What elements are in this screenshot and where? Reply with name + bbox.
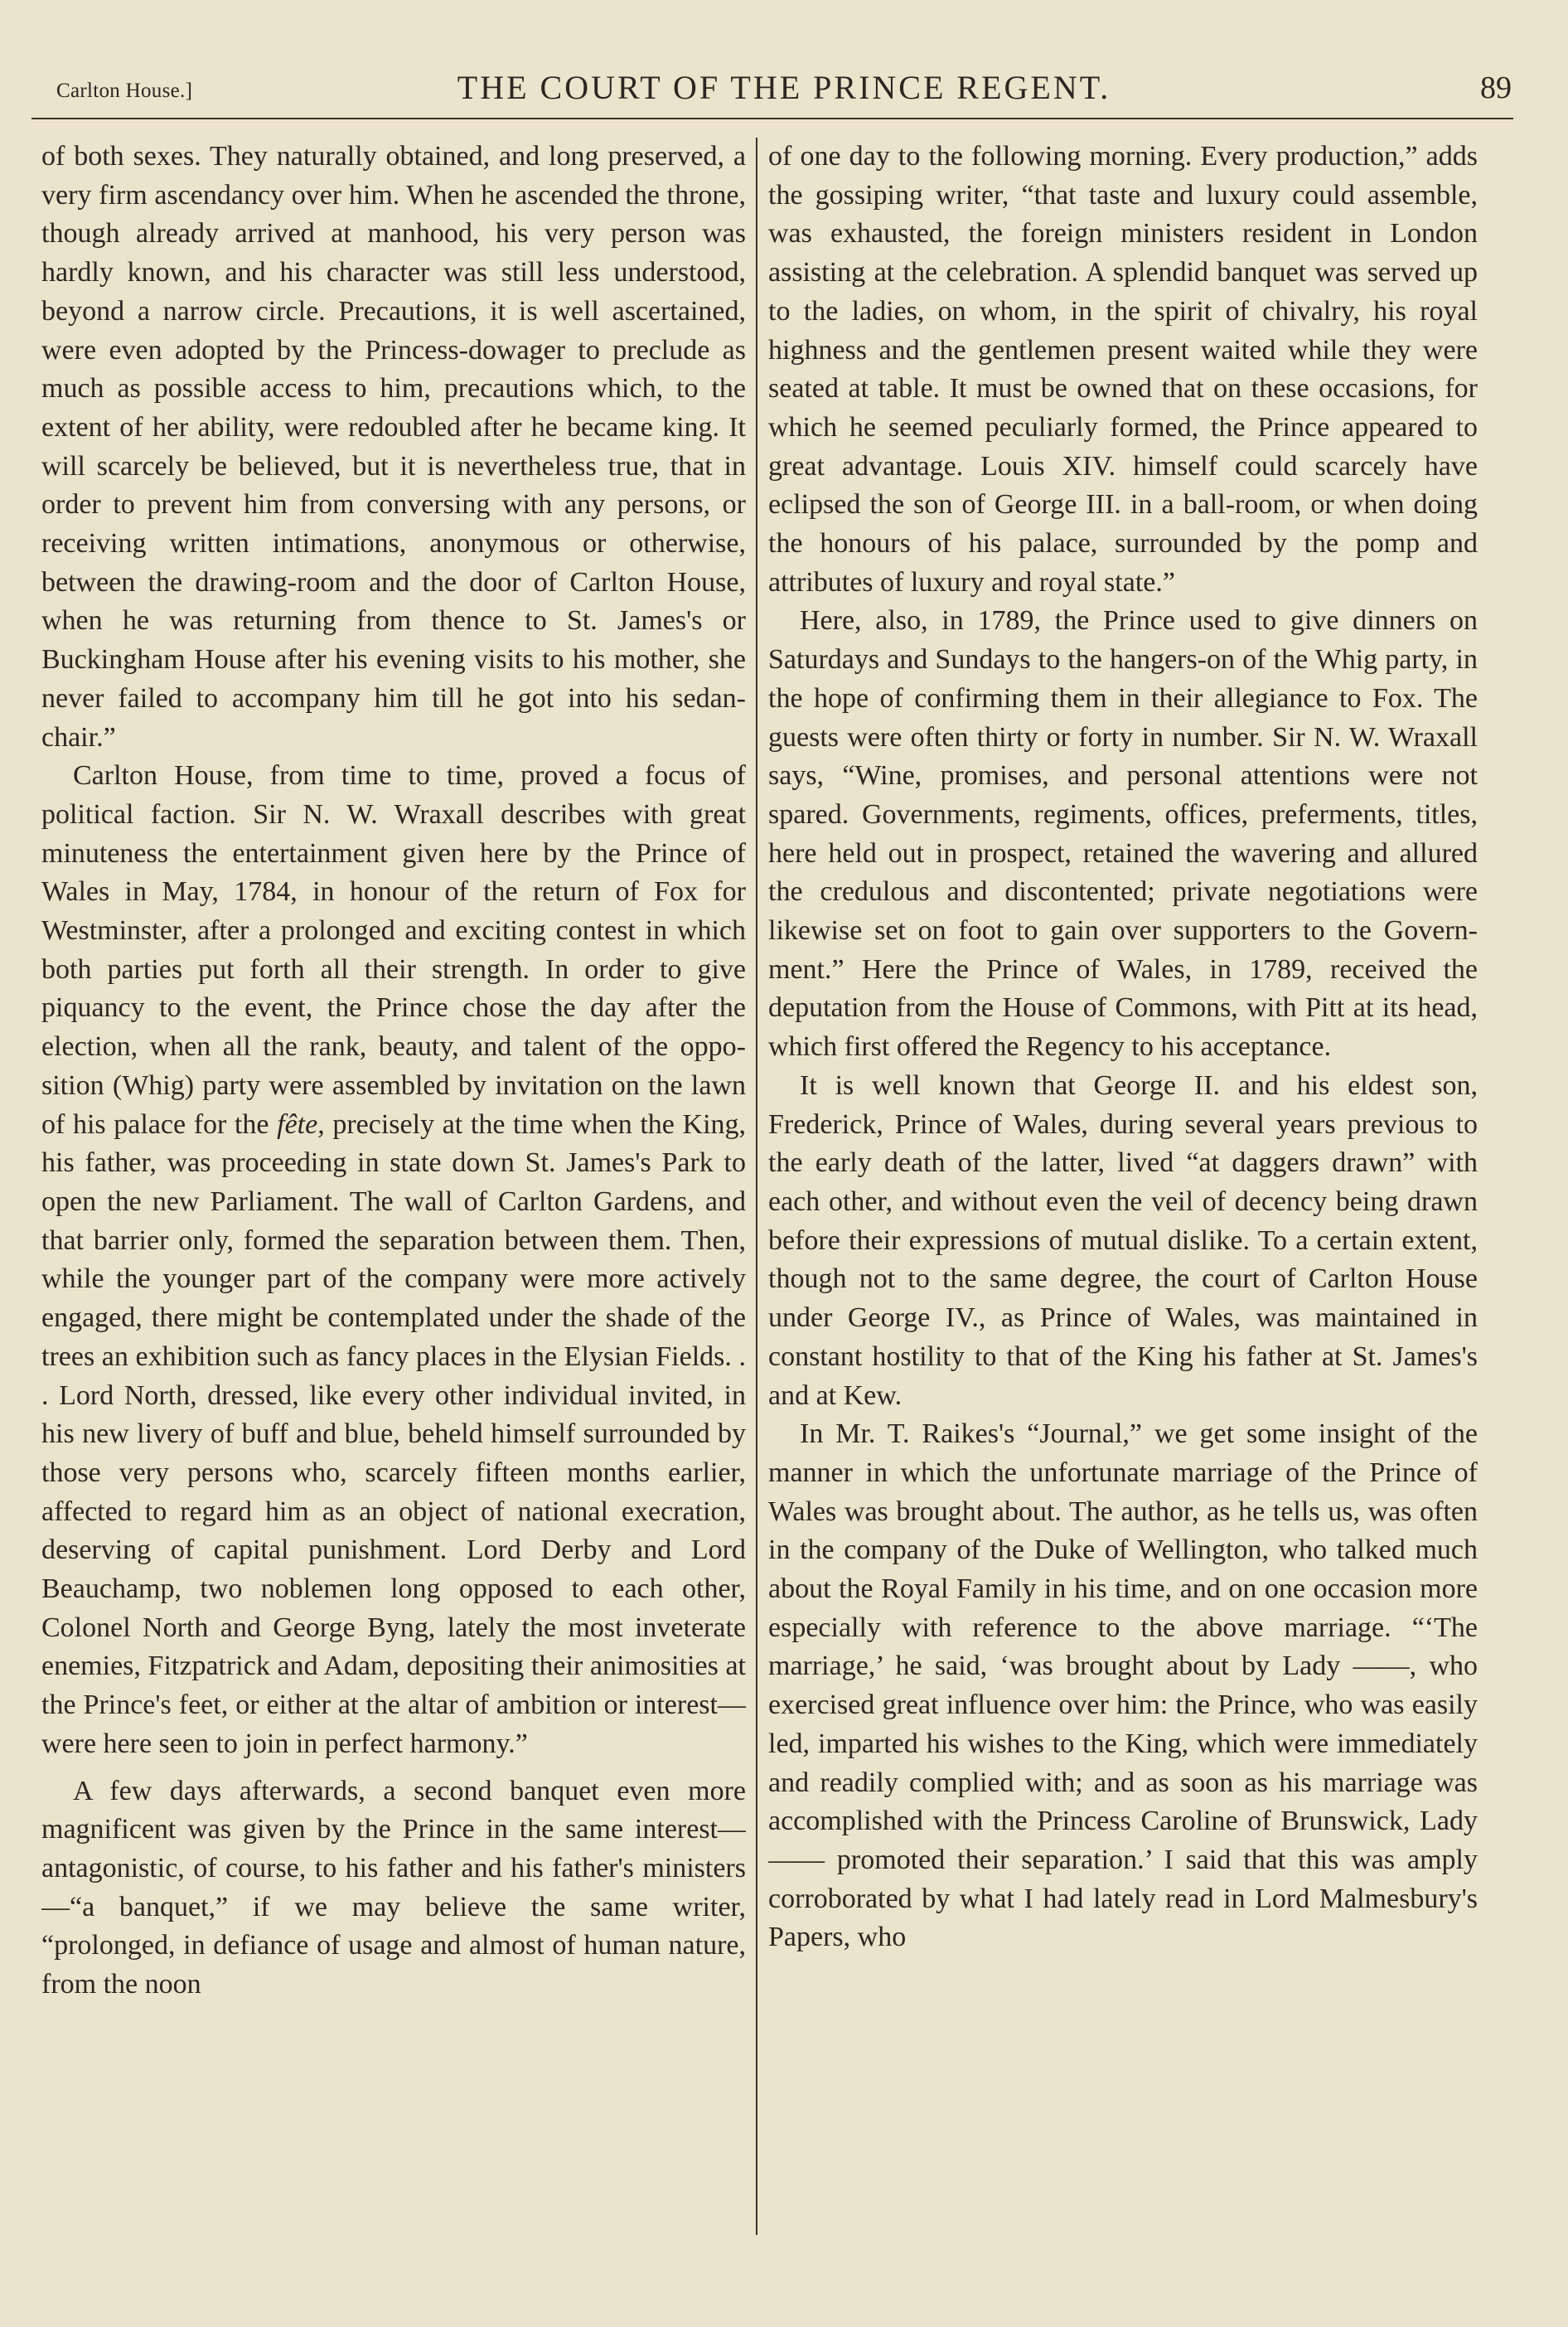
paragraph: Here, also, in 1789, the Prince used to give dinners on Saturdays and Sundays to the hangers-on of the Whig party, in the hope of confirming them in their allegiance to Fox. The guests were often thirty or forty in number. Sir N. W. Wraxall says, “Wine, promises, and personal attentions were not spared. Governments, regiments, offices, preferments, titles, here held out in prospect, retained the wavering and allured the credulous and discontented; private negotiations were likewise set on foot to gain over supporters to the Government.” Here the Prince of Wales, in 1789, received the deputation from the House of Commons, with Pitt at its head, which first offered the Regency to his acceptance. [768, 605, 1478, 1063]
column-right [768, 138, 1478, 2252]
paragraph: It is well known that George II. and his eldest son, Frederick, Prince of Wales, during several years previous to the early death of the latter, lived “at daggers drawn” with each other, and without even the veil of decency being drawn before their expressions of mutual dislike. To a certain extent, though not to the same degree, the court of Carlton House under George IV., as Prince of Wales, was maintained in constant hostility to that of the King his father at St. James's and at Kew. [768, 1069, 1478, 1411]
paragraph-text: precisely at the time when the King, his father, was proceeding in state down St. James's Park to open the new Parliament. The wall of Carlton Gardens, and that barrier only, formed the separation between them. Then, while the younger part of the company were more actively engaged, there might be contemplated under the shade of the trees an exhibition such as fancy places in the Elysian Fields. . . Lord North, dressed, like every other individual invited, in his new livery of buff and blue, beheld himself surrounded by those very persons who, scarcely fifteen months earlier, affected to regard him as an object of national execration, deserving of capital punishment. Lord Derby and Lord Beauchamp, two noblemen long opposed to each other, Colonel North and George Byng, lately the most inveterate enemies, Fitzpatrick and Adam, depositing their animosities at the Prince's feet, or either at the altar of ambition or interest—were here seen to join in perfect harmony.” [41, 1108, 746, 1759]
paragraph-text: Carlton House, from time to time, proved a focus of political faction. Sir N. W. Wraxall describes with great minuteness the entertainment given here by the Prince of Wales in May, 1784, in honour of the return of Fox for Westminster, after a prolonged and exciting contest in which both parties put forth all their strength. In order to give piquancy to the event, the Prince chose the day after the election, when all the rank, beauty, and talent of the opposition (Whig) party were assembled by invitation on the lawn of his palace for the [41, 760, 746, 1140]
paragraph: of both sexes. They naturally obtained, and long preserved, a very firm ascendancy over him. When he ascended the throne, though already arrived at manhood, his very person was hardly known, and his character was still less understood, beyond a narrow circle. Precautions, it is well ascertained, were even adopted by the Princess-dowager to preclude as much as possible access to him, precautions which, to the extent of her ability, were redoubled after he became king. It will scarcely be believed, but it is nevertheless true, that in order to prevent him from conversing with any persons, or receiving written intimations, anonymous or otherwise, between the drawing-room and the door of Carlton House, when he was returning from thence to St. James's or Buckingham House after his evening visits to his mother, she never failed to accompany him till he got into his sedan-chair.” [41, 141, 746, 753]
paragraph [41, 757, 746, 1763]
running-header [50, 68, 1518, 118]
paragraph: of one day to the following morning. Every production,” adds the gossiping writer, “that taste and luxury could assemble, was exhausted, the foreign ministers resident in London assisting at the celebration. A splendid banquet was served up to the ladies, on whom, in the spirit of chivalry, his royal highness and the gentlemen present waited while they were seated at table. It must be owned that on these occasions, for which he seemed peculiarly formed, the Prince appeared to great advantage. Louis XIV. himself could scarcely have eclipsed the son of George III. in a ball-room, or when doing the honours of his palace, surrounded by the pomp and attributes of luxury and royal state.” [768, 141, 1478, 598]
column-divider [756, 138, 757, 2235]
page-number: 89 [1480, 70, 1512, 105]
section-label: Carlton House.] [56, 80, 193, 102]
column-left [41, 138, 746, 2252]
header-rule [31, 118, 1513, 119]
italic-word: fête, [277, 1108, 325, 1140]
page-title: THE COURT OF THE PRINCE REGENT. [457, 69, 1111, 106]
paragraph: A few days afterwards, a second banquet even more magnificent was given by the Prince in the same interest—antagonistic, of course, to his father and his father's ministers—“a banquet,” if we may believe the same writer, “prolonged, in defiance of usage and almost of human nature, from the noon [41, 1775, 746, 2000]
paragraph: In Mr. T. Raikes's “Journal,” we get some insight of the manner in which the unfortunate marriage of the Prince of Wales was brought about. The author, as he tells us, was often in the company of the Duke of Wellington, who talked much about the Royal Family in his time, and on one occasion more especially with reference to the above marriage. “‘The marriage,’ he said, ‘was brought about by Lady ——, who exercised great influence over him: the Prince, who was easily led, imparted his wishes to the King, which were immediately and readily complied with; and as soon as his marriage was accomplished with the Princess Caroline of Brunswick, Lady —— promoted their separation.’ I said that this was amply corroborated by what I had lately read in Lord Malmesbury's Papers, who [768, 1418, 1478, 1953]
